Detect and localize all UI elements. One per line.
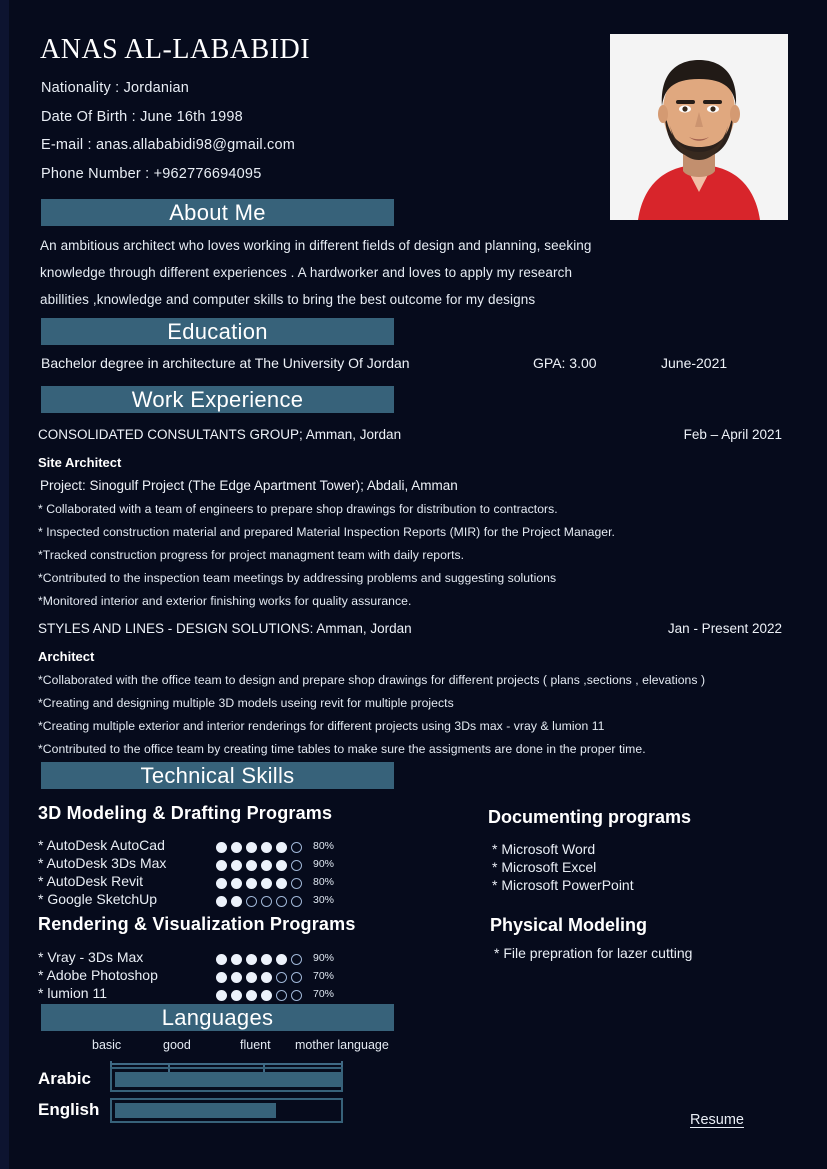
skill-dot	[261, 860, 272, 871]
skill-rating-dots	[216, 987, 306, 1005]
work-entry	[0, 427, 827, 608]
work-organization: STYLES AND LINES - DESIGN SOLUTIONS: Amman, Jordan	[38, 621, 412, 636]
skill-percent: 80%	[313, 876, 335, 888]
skill-dot	[291, 990, 302, 1001]
work-entry-header	[0, 621, 827, 641]
skill-dot	[261, 972, 272, 983]
physical-modeling-item: * File prepration for lazer cutting	[494, 945, 693, 961]
skill-dot	[246, 878, 257, 889]
section-header-work: Work Experience	[41, 386, 394, 413]
about-text	[40, 238, 740, 319]
skill-dot	[231, 990, 242, 1001]
skill-dot	[261, 990, 272, 1001]
contact-line: Date Of Birth : June 16th 1998	[41, 108, 243, 125]
skills-heading-rendering: Rendering & Visualization Programs	[38, 914, 356, 934]
work-organization: CONSOLIDATED CONSULTANTS GROUP; Amman, Jordan	[38, 427, 402, 442]
skills-heading-modeling: 3D Modeling & Drafting Programs	[38, 803, 333, 823]
work-bullet: *Collaborated with the office team to design and prepare shop drawings for different projects ( plans ,sections , elevations )	[38, 673, 706, 687]
work-bullet: *Contributed to the inspection team meetings by addressing problems and suggesting solutions	[38, 571, 557, 585]
section-header-about: About Me	[41, 199, 394, 226]
skill-dot	[276, 990, 287, 1001]
skills-heading-physical: Physical Modeling	[490, 915, 648, 935]
education-date: June-2021	[661, 355, 728, 371]
skill-dot	[216, 954, 227, 965]
skill-percent: 90%	[313, 952, 335, 964]
skill-rating-dots	[216, 875, 306, 893]
language-scale-label: mother language	[295, 1038, 389, 1052]
skill-name: * AutoDesk Revit	[38, 873, 144, 889]
skill-percent: 90%	[313, 858, 335, 870]
work-project: Project: Sinogulf Project (The Edge Apartment Tower); Abdali, Amman	[40, 478, 458, 493]
skill-dot	[261, 878, 272, 889]
portrait-photo-icon	[610, 34, 788, 220]
skill-name: * Google SketchUp	[38, 891, 158, 907]
skill-dot	[261, 842, 272, 853]
contact-line: Nationality : Jordanian	[41, 80, 190, 96]
skill-percent: 30%	[313, 894, 335, 906]
skill-dot	[261, 954, 272, 965]
about-line: knowledge through different experiences . A hardworker and loves to apply my research	[40, 265, 573, 280]
language-level-fill	[115, 1072, 342, 1087]
skill-dot	[291, 878, 302, 889]
work-period: Feb – April 2021	[683, 427, 782, 442]
about-line: abillities ,knowledge and computer skills to bring the best outcome for my designs	[40, 292, 536, 307]
work-period: Jan - Present 2022	[667, 621, 782, 636]
work-bullet: * Collaborated with a team of engineers to prepare shop drawings for distribution to contractors.	[38, 502, 558, 516]
contact-line: Phone Number : +962776694095	[41, 165, 262, 182]
language-level-bar	[110, 1098, 343, 1123]
documenting-item: * Microsoft Excel	[492, 859, 597, 875]
skill-dot	[291, 860, 302, 871]
work-bullet: *Monitored interior and exterior finishing works for quality assurance.	[38, 594, 412, 608]
skills-heading-documenting: Documenting programs	[488, 807, 692, 827]
skill-dot	[291, 954, 302, 965]
skill-dot	[231, 842, 242, 853]
resume-link[interactable]: Resume	[690, 1112, 744, 1128]
skill-dot	[231, 860, 242, 871]
skill-dot	[216, 878, 227, 889]
section-header-technical: Technical Skills	[41, 762, 394, 789]
skill-dot	[246, 972, 257, 983]
skill-dot	[231, 896, 242, 907]
skill-name: * Adobe Photoshop	[38, 967, 158, 983]
work-job-title: Site Architect	[38, 455, 122, 470]
skill-percent: 70%	[313, 988, 335, 1000]
skill-dot	[231, 878, 242, 889]
work-bullet: * Inspected construction material and prepared Material Inspection Reports (MIR) for the Project Manager.	[38, 525, 615, 539]
skill-dot	[261, 896, 272, 907]
work-bullet: *Contributed to the office team by creating time tables to make sure the assigments are done in the proper time.	[38, 742, 646, 756]
education-gpa: GPA: 3.00	[533, 355, 597, 371]
skill-dot	[276, 896, 287, 907]
documenting-item: * Microsoft Word	[492, 841, 596, 857]
skill-dot	[291, 842, 302, 853]
documenting-item: * Microsoft PowerPoint	[492, 877, 634, 893]
skill-rating-dots	[216, 893, 306, 911]
skill-rating-dots	[216, 839, 306, 857]
work-bullet: *Tracked construction progress for project managment team with daily reports.	[38, 548, 465, 562]
education-entry	[41, 355, 781, 371]
skill-name: * AutoDesk AutoCad	[38, 837, 165, 853]
skill-dot	[291, 896, 302, 907]
skill-percent: 80%	[313, 840, 335, 852]
skill-dot	[231, 954, 242, 965]
skill-dot	[216, 860, 227, 871]
about-line: An ambitious architect who loves working in different fields of design and planning, seeking	[40, 238, 592, 253]
skill-dot	[216, 990, 227, 1001]
skill-dot	[276, 954, 287, 965]
contact-line: E-mail : anas.allababidi98@gmail.com	[41, 137, 296, 153]
skill-dot	[291, 972, 302, 983]
skill-dot	[246, 990, 257, 1001]
work-job-title: Architect	[38, 649, 95, 664]
skill-dot	[246, 860, 257, 871]
skill-name: * Vray - 3Ds Max	[38, 949, 144, 965]
skill-dot	[216, 842, 227, 853]
work-bullet: *Creating multiple exterior and interior renderings for different projects using 3Ds max - vray & lumion 11	[38, 719, 605, 733]
language-scale-axis	[110, 1063, 341, 1065]
skill-dot	[276, 972, 287, 983]
skill-dot	[216, 896, 227, 907]
skill-dot	[276, 860, 287, 871]
language-scale-label: good	[163, 1038, 191, 1052]
contact-info	[41, 80, 581, 194]
work-bullet: *Creating and designing multiple 3D models useing revit for multiple projects	[38, 696, 454, 710]
skill-dot	[276, 878, 287, 889]
language-scale-label: basic	[92, 1038, 122, 1052]
avatar	[610, 34, 788, 220]
section-header-education: Education	[41, 318, 394, 345]
skill-dot	[276, 842, 287, 853]
skill-dot	[246, 896, 257, 907]
language-name: Arabic	[38, 1069, 91, 1088]
skill-dot	[216, 972, 227, 983]
language-scale-label: fluent	[240, 1038, 271, 1052]
skill-percent: 70%	[313, 970, 335, 982]
language-name: English	[38, 1100, 100, 1119]
skill-dot	[246, 842, 257, 853]
language-level-fill	[115, 1103, 276, 1118]
skill-rating-dots	[216, 951, 306, 969]
page-title: ANAS AL-LABABIDI	[40, 34, 311, 65]
education-degree: Bachelor degree in architecture at The University Of Jordan	[41, 355, 410, 371]
skill-dot	[231, 972, 242, 983]
work-entry	[0, 621, 827, 756]
language-level-bar	[110, 1067, 343, 1092]
work-entry-header	[0, 427, 827, 447]
skill-rating-dots	[216, 969, 306, 987]
skill-rating-dots	[216, 857, 306, 875]
skill-dot	[246, 954, 257, 965]
skill-name: * lumion 11	[38, 985, 108, 1001]
section-header-languages: Languages	[41, 1004, 394, 1031]
skill-name: * AutoDesk 3Ds Max	[38, 855, 167, 871]
